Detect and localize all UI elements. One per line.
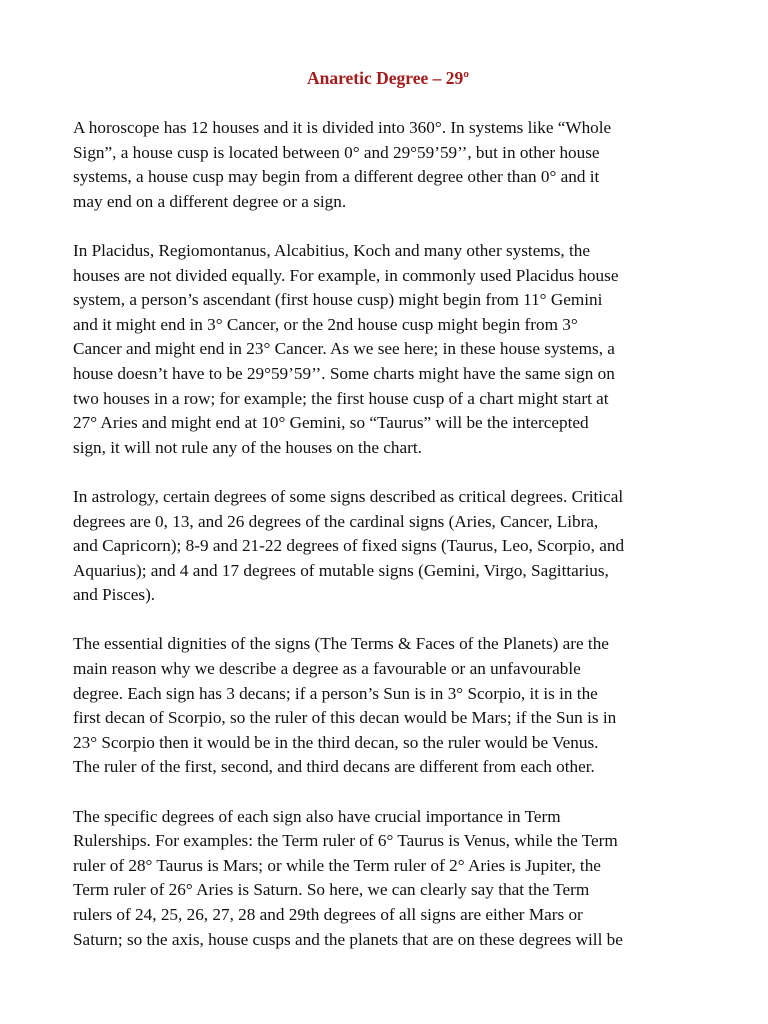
text-line: systems, a house cusp may begin from a different degree other than 0° and it xyxy=(73,167,600,187)
text-line: The specific degrees of each sign also have crucial importance in Term xyxy=(73,806,561,826)
text-line: A horoscope has 12 houses and it is divided into 360°. In systems like “Whole xyxy=(73,118,612,137)
text-line: Sign”, a house cusp is located between 0° and 29°59’59’’, but in other house xyxy=(73,142,600,162)
text-line: The essential dignities of the signs (The Terms & Faces of the Planets) are the xyxy=(73,634,609,654)
text-line: may end on a different degree or a sign. xyxy=(73,191,347,211)
text-line: house doesn’t have to be 29°59’59’’. Some charts might have the same sign on xyxy=(73,363,615,383)
text-line: Saturn; so the axis, house cusps and the planets that are on these degrees will be xyxy=(73,929,623,949)
paragraph-5 xyxy=(73,805,703,953)
paragraph-1 xyxy=(73,116,703,214)
text-line: and Capricorn); 8-9 and 21-22 degrees of fixed signs (Taurus, Leo, Scorpio, and xyxy=(73,536,625,556)
text-line: rulers of 24, 25, 26, 27, 28 and 29th degrees of all signs are either Mars or xyxy=(73,905,583,924)
text-line: first decan of Scorpio, so the ruler of this decan would be Mars; if the Sun is in xyxy=(73,708,617,728)
text-line: The ruler of the first, second, and third decans are different from each other. xyxy=(73,757,595,777)
document-page xyxy=(73,0,703,952)
text-line: and it might end in 3° Cancer, or the 2nd house cusp might begin from 3° xyxy=(73,314,578,334)
text-line: In Placidus, Regiomontanus, Alcabitius, Koch and many other systems, the xyxy=(73,240,590,260)
text-line: degrees are 0, 13, and 26 degrees of the cardinal signs (Aries, Cancer, Libra, xyxy=(73,511,599,531)
paragraph-2 xyxy=(73,239,703,460)
text-line: 23° Scorpio then it would be in the third decan, so the ruler would be Venus. xyxy=(73,732,599,752)
text-line: Term ruler of 26° Aries is Saturn. So here, we can clearly say that the Term xyxy=(73,880,590,900)
document-title: Anaretic Degree – 29º xyxy=(306,68,470,88)
text-line: and Pisces). xyxy=(73,585,156,605)
text-line: In astrology, certain degrees of some signs described as critical degrees. Critical xyxy=(73,486,624,506)
text-line: Cancer and might end in 23° Cancer. As we see here; in these house systems, a xyxy=(73,339,615,359)
text-line: Rulerships. For examples: the Term ruler of 6° Taurus is Venus, while the Term xyxy=(73,831,618,851)
text-line: system, a person’s ascendant (first house cusp) might begin from 11° Gemini xyxy=(73,290,603,310)
text-line: Aquarius); and 4 and 17 degrees of mutable signs (Gemini, Virgo, Sagittarius, xyxy=(73,560,609,580)
text-line: two houses in a row; for example; the first house cusp of a chart might start at xyxy=(73,388,609,408)
text-line: sign, it will not rule any of the houses on the chart. xyxy=(73,437,422,457)
text-line: houses are not divided equally. For example, in commonly used Placidus house xyxy=(73,265,619,285)
paragraph-4 xyxy=(73,632,703,780)
text-line: ruler of 28° Taurus is Mars; or while the Term ruler of 2° Aries is Jupiter, the xyxy=(73,855,601,875)
text-line: degree. Each sign has 3 decans; if a person’s Sun is in 3° Scorpio, it is in the xyxy=(73,683,598,703)
text-line: main reason why we describe a degree as a favourable or an unfavourable xyxy=(73,659,581,679)
paragraph-3 xyxy=(73,485,703,608)
text-line: 27° Aries and might end at 10° Gemini, so “Taurus” will be the intercepted xyxy=(73,413,589,433)
